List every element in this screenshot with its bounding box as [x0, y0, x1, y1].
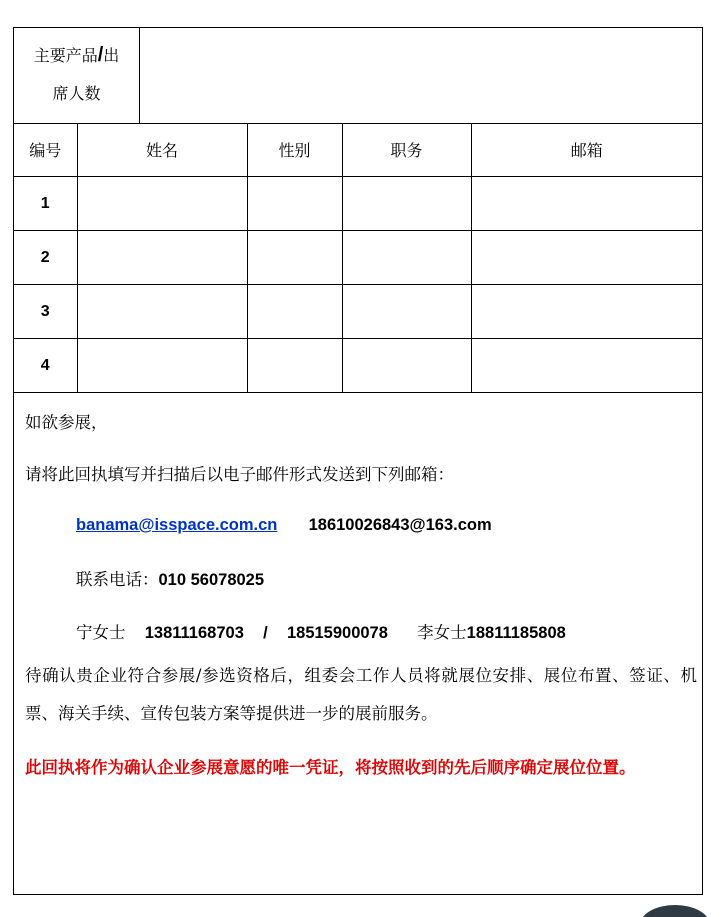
- name-cell[interactable]: [77, 231, 247, 285]
- position-cell[interactable]: [342, 231, 471, 285]
- products-label-line2: 席人数: [52, 84, 101, 103]
- email-cell[interactable]: [471, 339, 702, 393]
- table-row: [14, 285, 702, 339]
- contact1-name: 宁女士: [76, 623, 126, 642]
- row-number: 1: [14, 177, 77, 231]
- contact2-name: 李女士: [417, 623, 467, 642]
- position-cell[interactable]: [342, 177, 471, 231]
- phone-label: 联系电话：: [76, 570, 159, 589]
- warning-paragraph: 此回执将作为确认企业参展意愿的唯一凭证，将按照收到的先后顺序确定展位位置。: [25, 758, 636, 777]
- table-header-row: [14, 123, 702, 177]
- attendee-table: [14, 123, 702, 393]
- row-number: 2: [14, 231, 77, 285]
- header-email: 邮箱: [471, 123, 702, 177]
- name-cell[interactable]: [77, 177, 247, 231]
- row-number: 4: [14, 339, 77, 393]
- email-line: [76, 515, 492, 535]
- registration-form: [13, 27, 703, 895]
- contact-separator: /: [263, 624, 268, 642]
- position-cell[interactable]: [342, 339, 471, 393]
- products-label-part2: 出: [103, 46, 120, 65]
- products-label-slash: /: [97, 44, 104, 66]
- gender-cell[interactable]: [247, 339, 342, 393]
- gender-cell[interactable]: [247, 231, 342, 285]
- phone-line: [76, 566, 264, 590]
- row-number: 3: [14, 285, 77, 339]
- notes-intro: 如欲参展，: [25, 413, 108, 432]
- name-cell[interactable]: [77, 285, 247, 339]
- table-row: [14, 177, 702, 231]
- position-cell[interactable]: [342, 285, 471, 339]
- corner-decoration: [640, 905, 710, 917]
- products-row: [14, 28, 702, 124]
- email-secondary: 18610026843@163.com: [308, 516, 492, 534]
- products-label: [14, 28, 140, 123]
- email-cell[interactable]: [471, 177, 702, 231]
- header-gender: 性别: [247, 123, 342, 177]
- phone-value: 010 56078025: [158, 571, 265, 589]
- email-cell[interactable]: [471, 231, 702, 285]
- contact1-phone2: 18515900078: [286, 624, 388, 642]
- gender-cell[interactable]: [247, 177, 342, 231]
- contact1-phone1: 13811168703: [144, 624, 244, 642]
- notes-instruction: 请将此回执填写并扫描后以电子邮件形式发送到下列邮箱：: [25, 465, 454, 484]
- header-position: 职务: [342, 123, 471, 177]
- name-cell[interactable]: [77, 339, 247, 393]
- table-row: [14, 339, 702, 393]
- products-input-cell[interactable]: [140, 28, 702, 123]
- service-paragraph: 待确认贵企业符合参展/参选资格后，组委会工作人员将就展位安排、展位布置、签证、机票、海关手续、宣传包装方案等提供进一步的展前服务。: [25, 666, 697, 723]
- email-cell[interactable]: [471, 285, 702, 339]
- table-row: [14, 231, 702, 285]
- gender-cell[interactable]: [247, 285, 342, 339]
- products-label-part1: 主要产品: [33, 46, 98, 65]
- contacts-line: [76, 619, 566, 643]
- email-link-primary[interactable]: banama@isspace.com.cn: [76, 516, 278, 534]
- header-number: 编号: [14, 123, 77, 177]
- contact2-phone: 18811185808: [466, 624, 566, 642]
- header-name: 姓名: [77, 123, 247, 177]
